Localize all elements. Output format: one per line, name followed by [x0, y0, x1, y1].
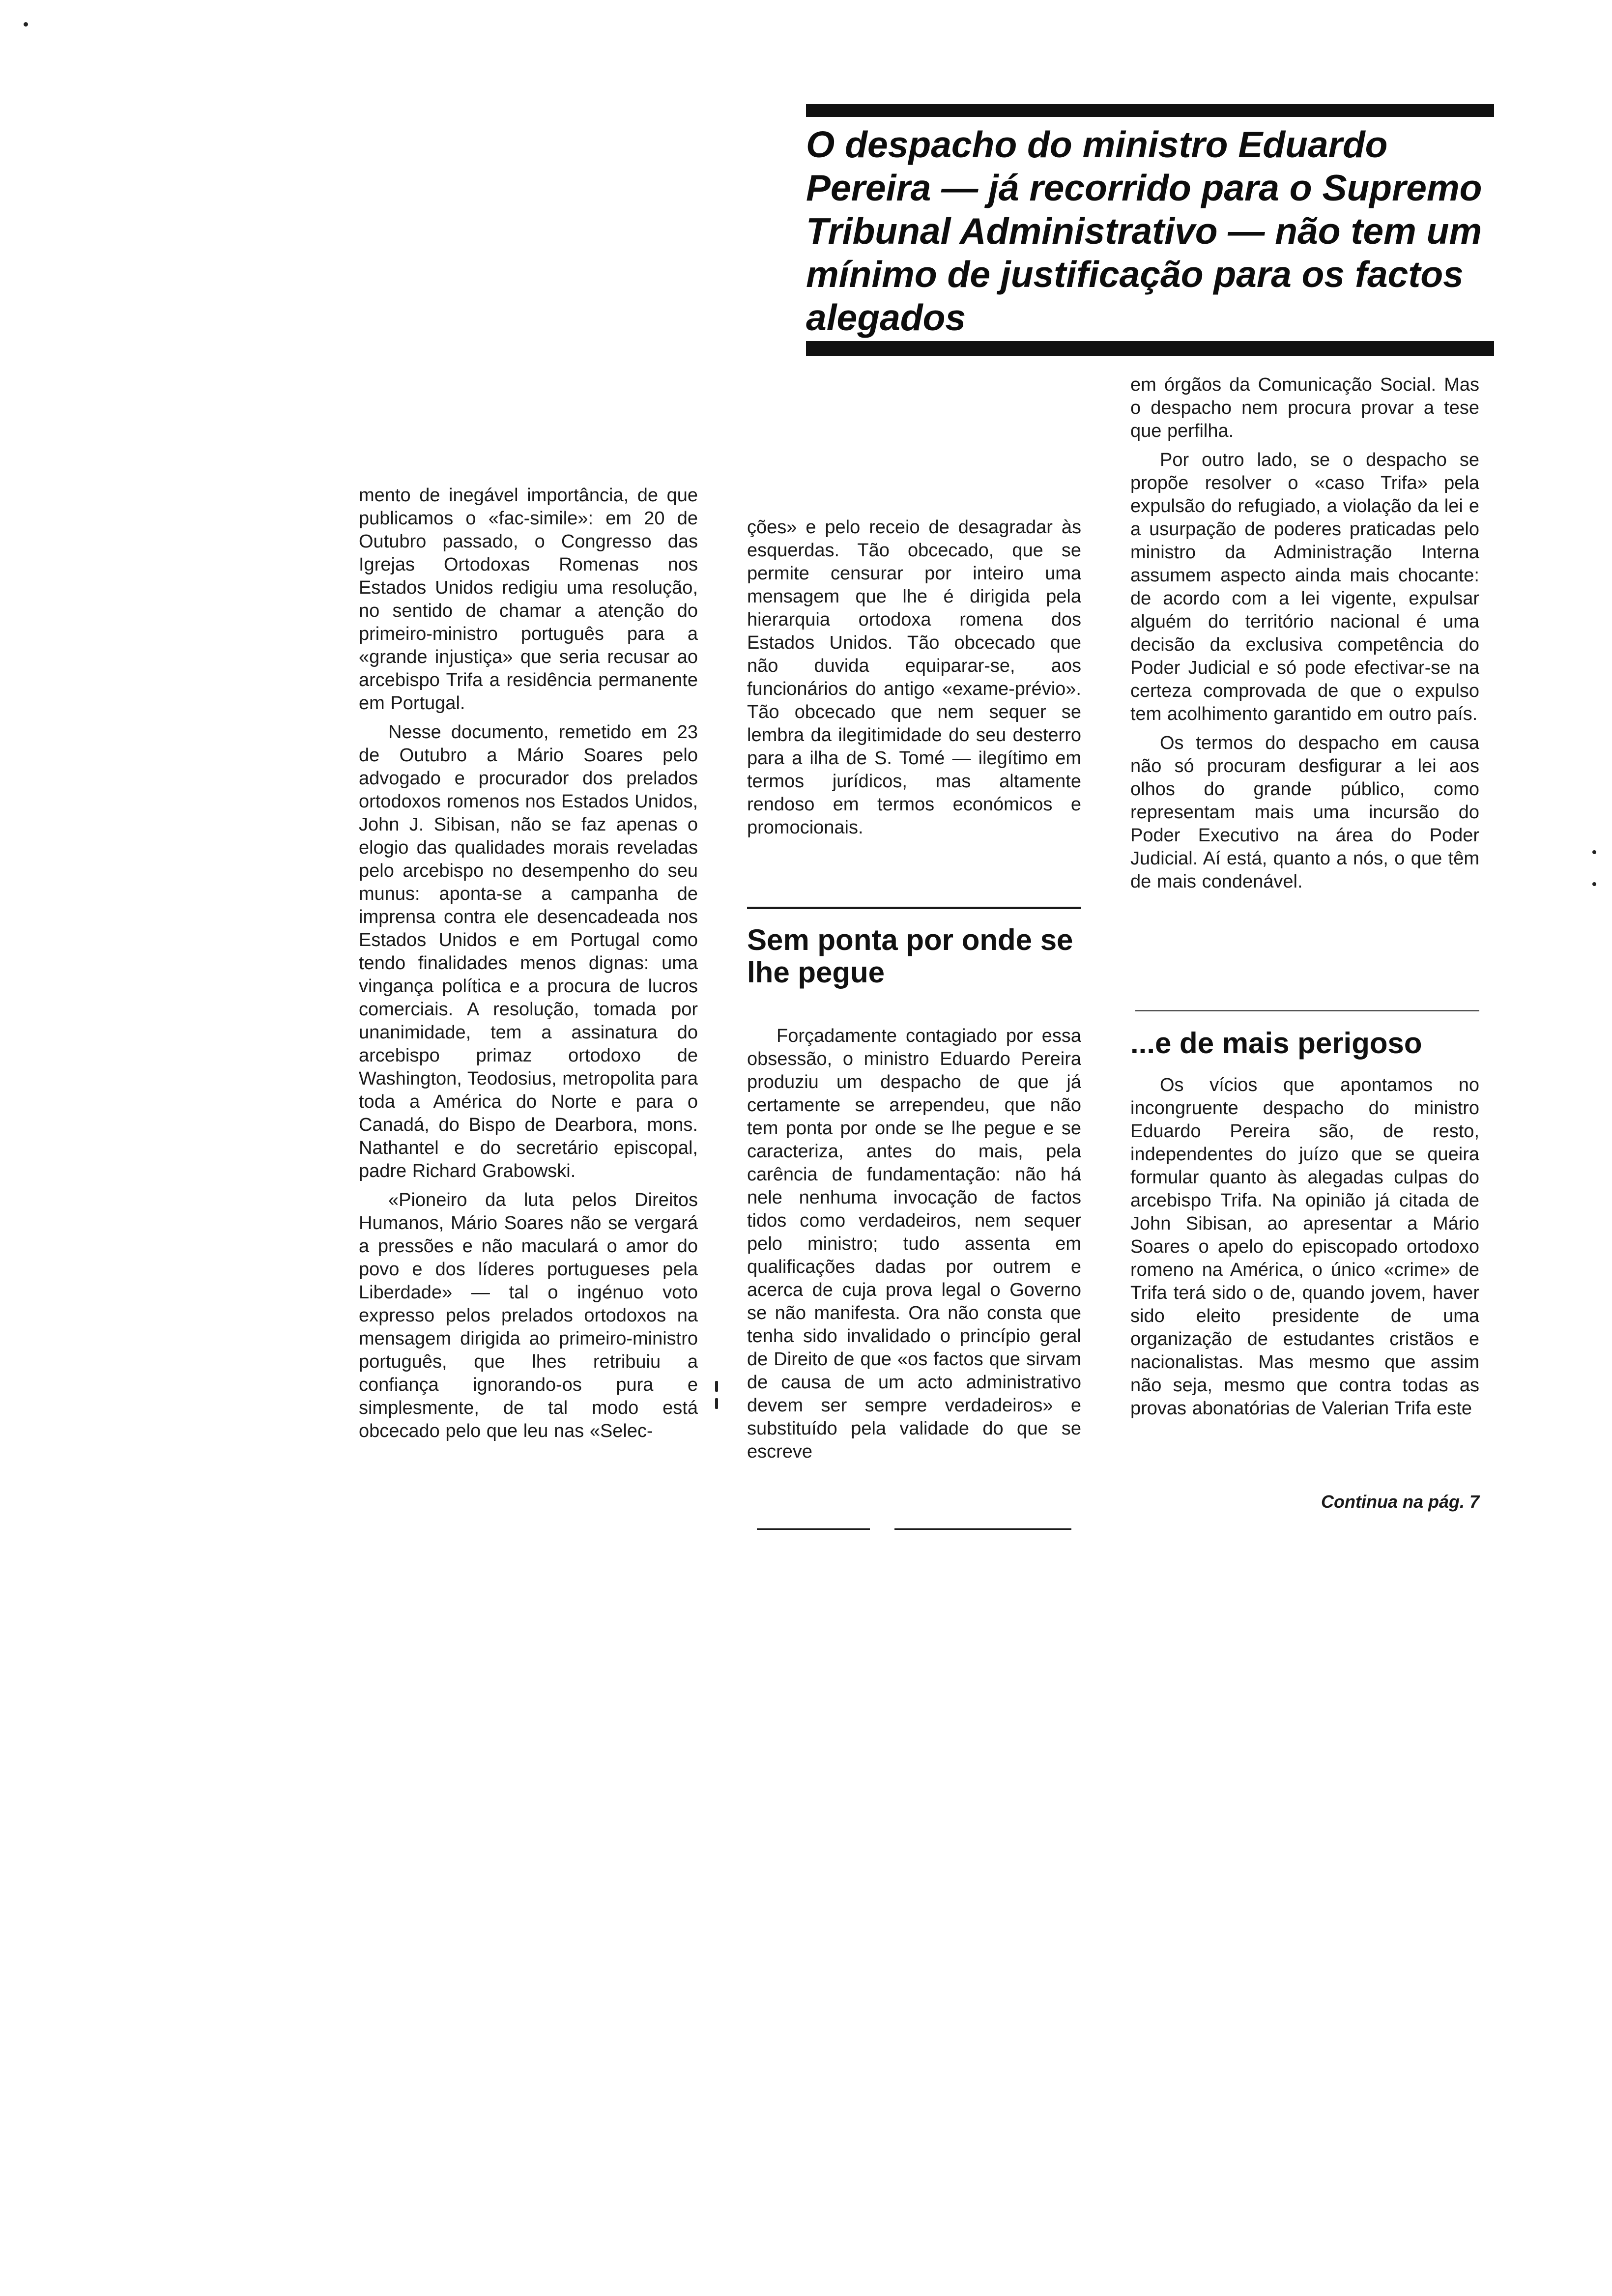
col3-paragraph-3: Os termos do despacho em causa não só procuram desfigurar a lei aos olhos do grande público, como representam mais uma incursão do Poder Executivo na área do Poder Judicial. Aí está, quanto a nós, o que têm de mais condenável.	[1130, 733, 1479, 892]
col1-paragraph-1: mento de inegável importância, de que publicamos o «fac-simile»: em 20 de Outubro passado, o Congresso das Igrejas Ortodoxas Romenas nos Estados Unidos redigiu uma resolução, no sentido de chamar a atenção do primeiro-ministro português para a «grande injustiça» que seria recusar ao arcebispo Trifa a residência permanente em Portugal.	[359, 485, 698, 714]
article-column-3-top	[1130, 373, 1479, 893]
col2-paragraph-1: ções» e pelo receio de desagradar às esquerdas. Tão obcecado, que se permite censurar por inteiro uma mensagem que lhe é dirigida pela hierarquia ortodoxa romena dos Estados Unidos. Tão obcecado que não duvida equiparar-se, aos funcionários do antigo «exame-prévio». Tão obcecado que nem sequer se lembra da ilegitimidade do seu desterro para a ilha de S. Tomé — ilegítimo em termos jurídicos, mas altamente rendoso em termos económicos e promocionais.	[747, 517, 1081, 838]
scan-speck	[1592, 850, 1596, 854]
scan-speck	[24, 22, 28, 27]
col3-paragraph-1: em órgãos da Comunicação Social. Mas o despacho nem procura provar a tese que perfilha.	[1130, 374, 1479, 441]
section-divider-2	[1135, 1010, 1479, 1011]
article-column-2-top	[747, 516, 1081, 839]
col2-paragraph-2: Forçadamente contagiado por essa obsessão, o ministro Eduardo Pereira produziu um despacho de que já certamente se arrependeu, que não tem ponta por onde se lhe pegue e se caracteriza, antes do mais, pela carência de fundamentação: não há nele nenhuma invocação de factos tidos como verdadeiros, nem sequer pelo ministro; tudo assenta em qualificações dadas por outrem e acerca de cuja prova legal o Governo se não manifesta. Ora não consta que tenha sido invalidado o princípio geral de Direito de que «os factos que sirvam de causa de um acto administrativo devem ser sempre verdadeiros» e substituído pela validade do que se escreve	[747, 1026, 1081, 1462]
scan-speck	[715, 1381, 718, 1392]
col1-paragraph-3: «Pioneiro da luta pelos Direitos Humanos, Mário Soares não se vergará a pressões e não maculará o amor do povo e dos líderes portugueses pela Liberdade» — tal o ingénuo voto expresso pelos prelados ortodoxos na mensagem dirigida ao primeiro-ministro português, que lhes retribuiu a confiança ignorando-os pura e simplesmente, de tal modo está obcecado pelo que leu nas «Selec-	[359, 1190, 698, 1441]
col3-paragraph-2: Por outro lado, se o despacho se propõe resolver o «caso Trifa» pela expulsão do refugiado, a violação da lei e a usurpação de poderes praticadas pelo ministro da Administração Interna assumem aspecto ainda mais chocante: de acordo com a lei vigente, expulsar alguém do território nacional é uma decisão da exclusiva competência do Poder Judicial e só pode efectivar-se na certeza comprovada de que o expulso tem acolhimento garantido em outro país.	[1130, 450, 1479, 724]
scan-speck	[1592, 882, 1596, 886]
end-rule-right	[894, 1528, 1071, 1530]
scan-speck	[715, 1398, 718, 1409]
article-column-3-bottom	[1130, 1074, 1479, 1420]
section-divider	[747, 907, 1081, 909]
headline-top-rule	[806, 104, 1494, 117]
headline-bottom-rule	[806, 341, 1494, 356]
article-column-2-bottom	[747, 1025, 1081, 1464]
headline: O despacho do ministro Eduardo Pereira — já recorrido para o Supremo Tribunal Administrativo — não tem um mínimo de justificação para os factos alegados	[806, 124, 1482, 338]
subheading-mais-perigoso: ...e de mais perigoso	[1130, 1027, 1422, 1060]
end-rule-left	[757, 1528, 870, 1530]
col3-paragraph-4: Os vícios que apontamos no incongruente despacho do ministro Eduardo Pereira são, de resto, independentes do juízo que se queira formular quanto às alegadas culpas do arcebispo Trifa. Na opinião já citada de John Sibisan, ao apresentar a Mário Soares o apelo do episcopado ortodoxo romeno na América, o único «crime» de Trifa terá sido o de, quando jovem, haver sido eleito presidente de uma organização de estudantes cristãos e nacionalistas. Mas mesmo que assim não seja, mesmo que contra todas as provas abonatórias de Valerian Trifa este	[1130, 1075, 1479, 1419]
col1-paragraph-2: Nesse documento, remetido em 23 de Outubro a Mário Soares pelo advogado e procurador dos prelados ortodoxos romenos nos Estados Unidos, John J. Sibisan, não se faz apenas o elogio das qualidades morais reveladas pelo arcebispo no desempenho do seu munus: aponta-se a campanha de imprensa contra ele desencadeada nos Estados Unidos e em Portugal como tendo finalidades menos dignas: uma vingança política e a procura de lucros comerciais. A resolução, tomada por unanimidade, tem a assinatura do arcebispo primaz ortodoxo de Washington, Teodosius, metropolita para toda a América do Norte e para o Canadá, do Bispo de Dearbora, mons. Nathantel e do secretário episcopal, padre Richard Grabowski.	[359, 722, 698, 1181]
continue-note: Continua na pág. 7	[1321, 1492, 1479, 1512]
subheading-sem-ponta: Sem ponta por onde se lhe pegue	[747, 923, 1073, 989]
article-column-1	[359, 484, 698, 1443]
